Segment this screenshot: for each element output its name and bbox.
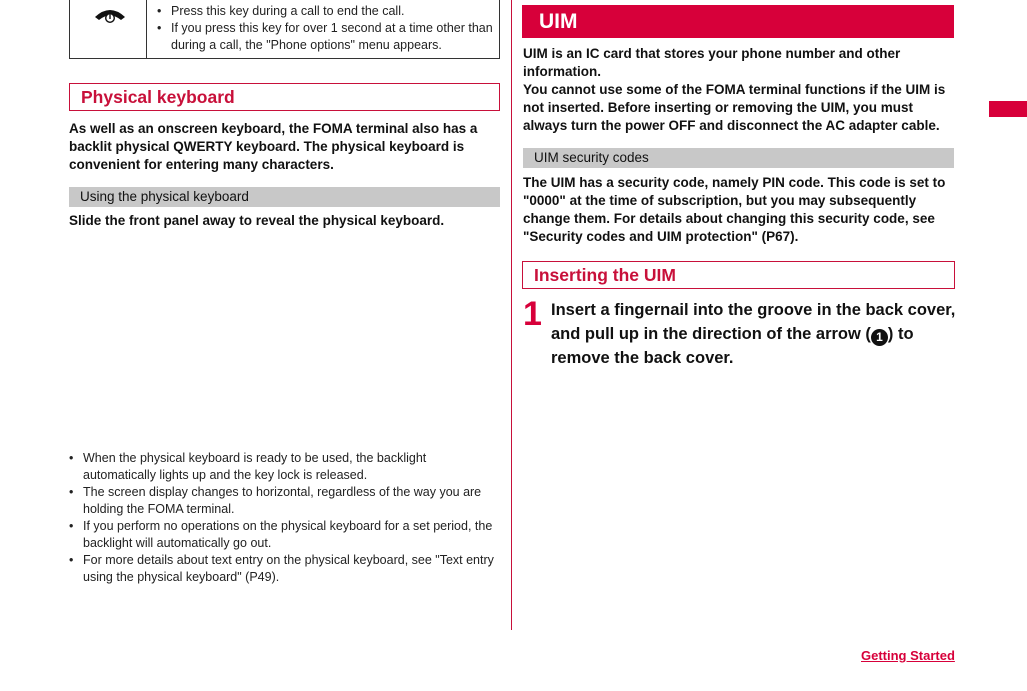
key-note: • Press this key during a call to end the call. xyxy=(157,3,497,20)
key-icon-cell xyxy=(70,0,147,58)
uim-heading: UIM xyxy=(522,5,954,38)
physical-keyboard-instruction: Slide the front panel away to reveal the physical keyboard. xyxy=(69,213,445,228)
step-text-after: ) to remove the back cover. xyxy=(551,325,914,367)
column-divider xyxy=(511,0,512,630)
end-call-key-icon xyxy=(93,6,127,24)
uim-security-subheading: UIM security codes xyxy=(523,148,954,168)
step-marker: 1 xyxy=(871,329,888,346)
note-item: • The screen display changes to horizontal, regardless of the way you are holding the FOMA terminal. xyxy=(69,484,500,518)
note-item: • For more details about text entry on the physical keyboard, see "Text entry using the physical keyboard" (P49). xyxy=(69,552,500,586)
key-description-table xyxy=(69,0,500,59)
using-physical-keyboard-subheading: Using the physical keyboard xyxy=(69,187,500,207)
physical-keyboard-intro: As well as an onscreen keyboard, the FOMA terminal also has a backlit physical QWERTY keyboard. The physical keyboard is convenient for entering many characters. xyxy=(69,121,478,172)
uim-intro: UIM is an IC card that stores your phone number and other information. You cannot use some of the FOMA terminal functions if the UIM is not inserted. Before inserting or removing the UIM, you must always turn the power OFF and disconnect the AC adapter cable. xyxy=(523,46,946,133)
chapter-index-tab xyxy=(989,101,1027,117)
key-note: • If you press this key for over 1 second at a time other than during a call, the "Phone options" menu appears. xyxy=(157,20,497,54)
getting-started-link[interactable]: Getting Started xyxy=(861,648,955,663)
step-text-before: Insert a fingernail into the groove in the back cover, and pull up in the direction of the arrow ( xyxy=(551,301,956,343)
note-item: • When the physical keyboard is ready to be used, the backlight automatically lights up and the key lock is released. xyxy=(69,450,500,484)
uim-security-text: The UIM has a security code, namely PIN code. This code is set to "0000" at the time of subscription, but you may subsequently change them. For details about changing this security code, see "Security codes and UIM protection" (P67). xyxy=(523,175,946,244)
physical-keyboard-notes xyxy=(69,450,500,586)
step-number: 1 xyxy=(523,295,542,333)
step-instruction xyxy=(551,298,961,370)
note-item: • If you perform no operations on the physical keyboard for a set period, the backlight will automatically go out. xyxy=(69,518,500,552)
physical-keyboard-heading: Physical keyboard xyxy=(69,83,500,111)
key-notes xyxy=(157,3,497,54)
inserting-uim-heading: Inserting the UIM xyxy=(522,261,955,289)
